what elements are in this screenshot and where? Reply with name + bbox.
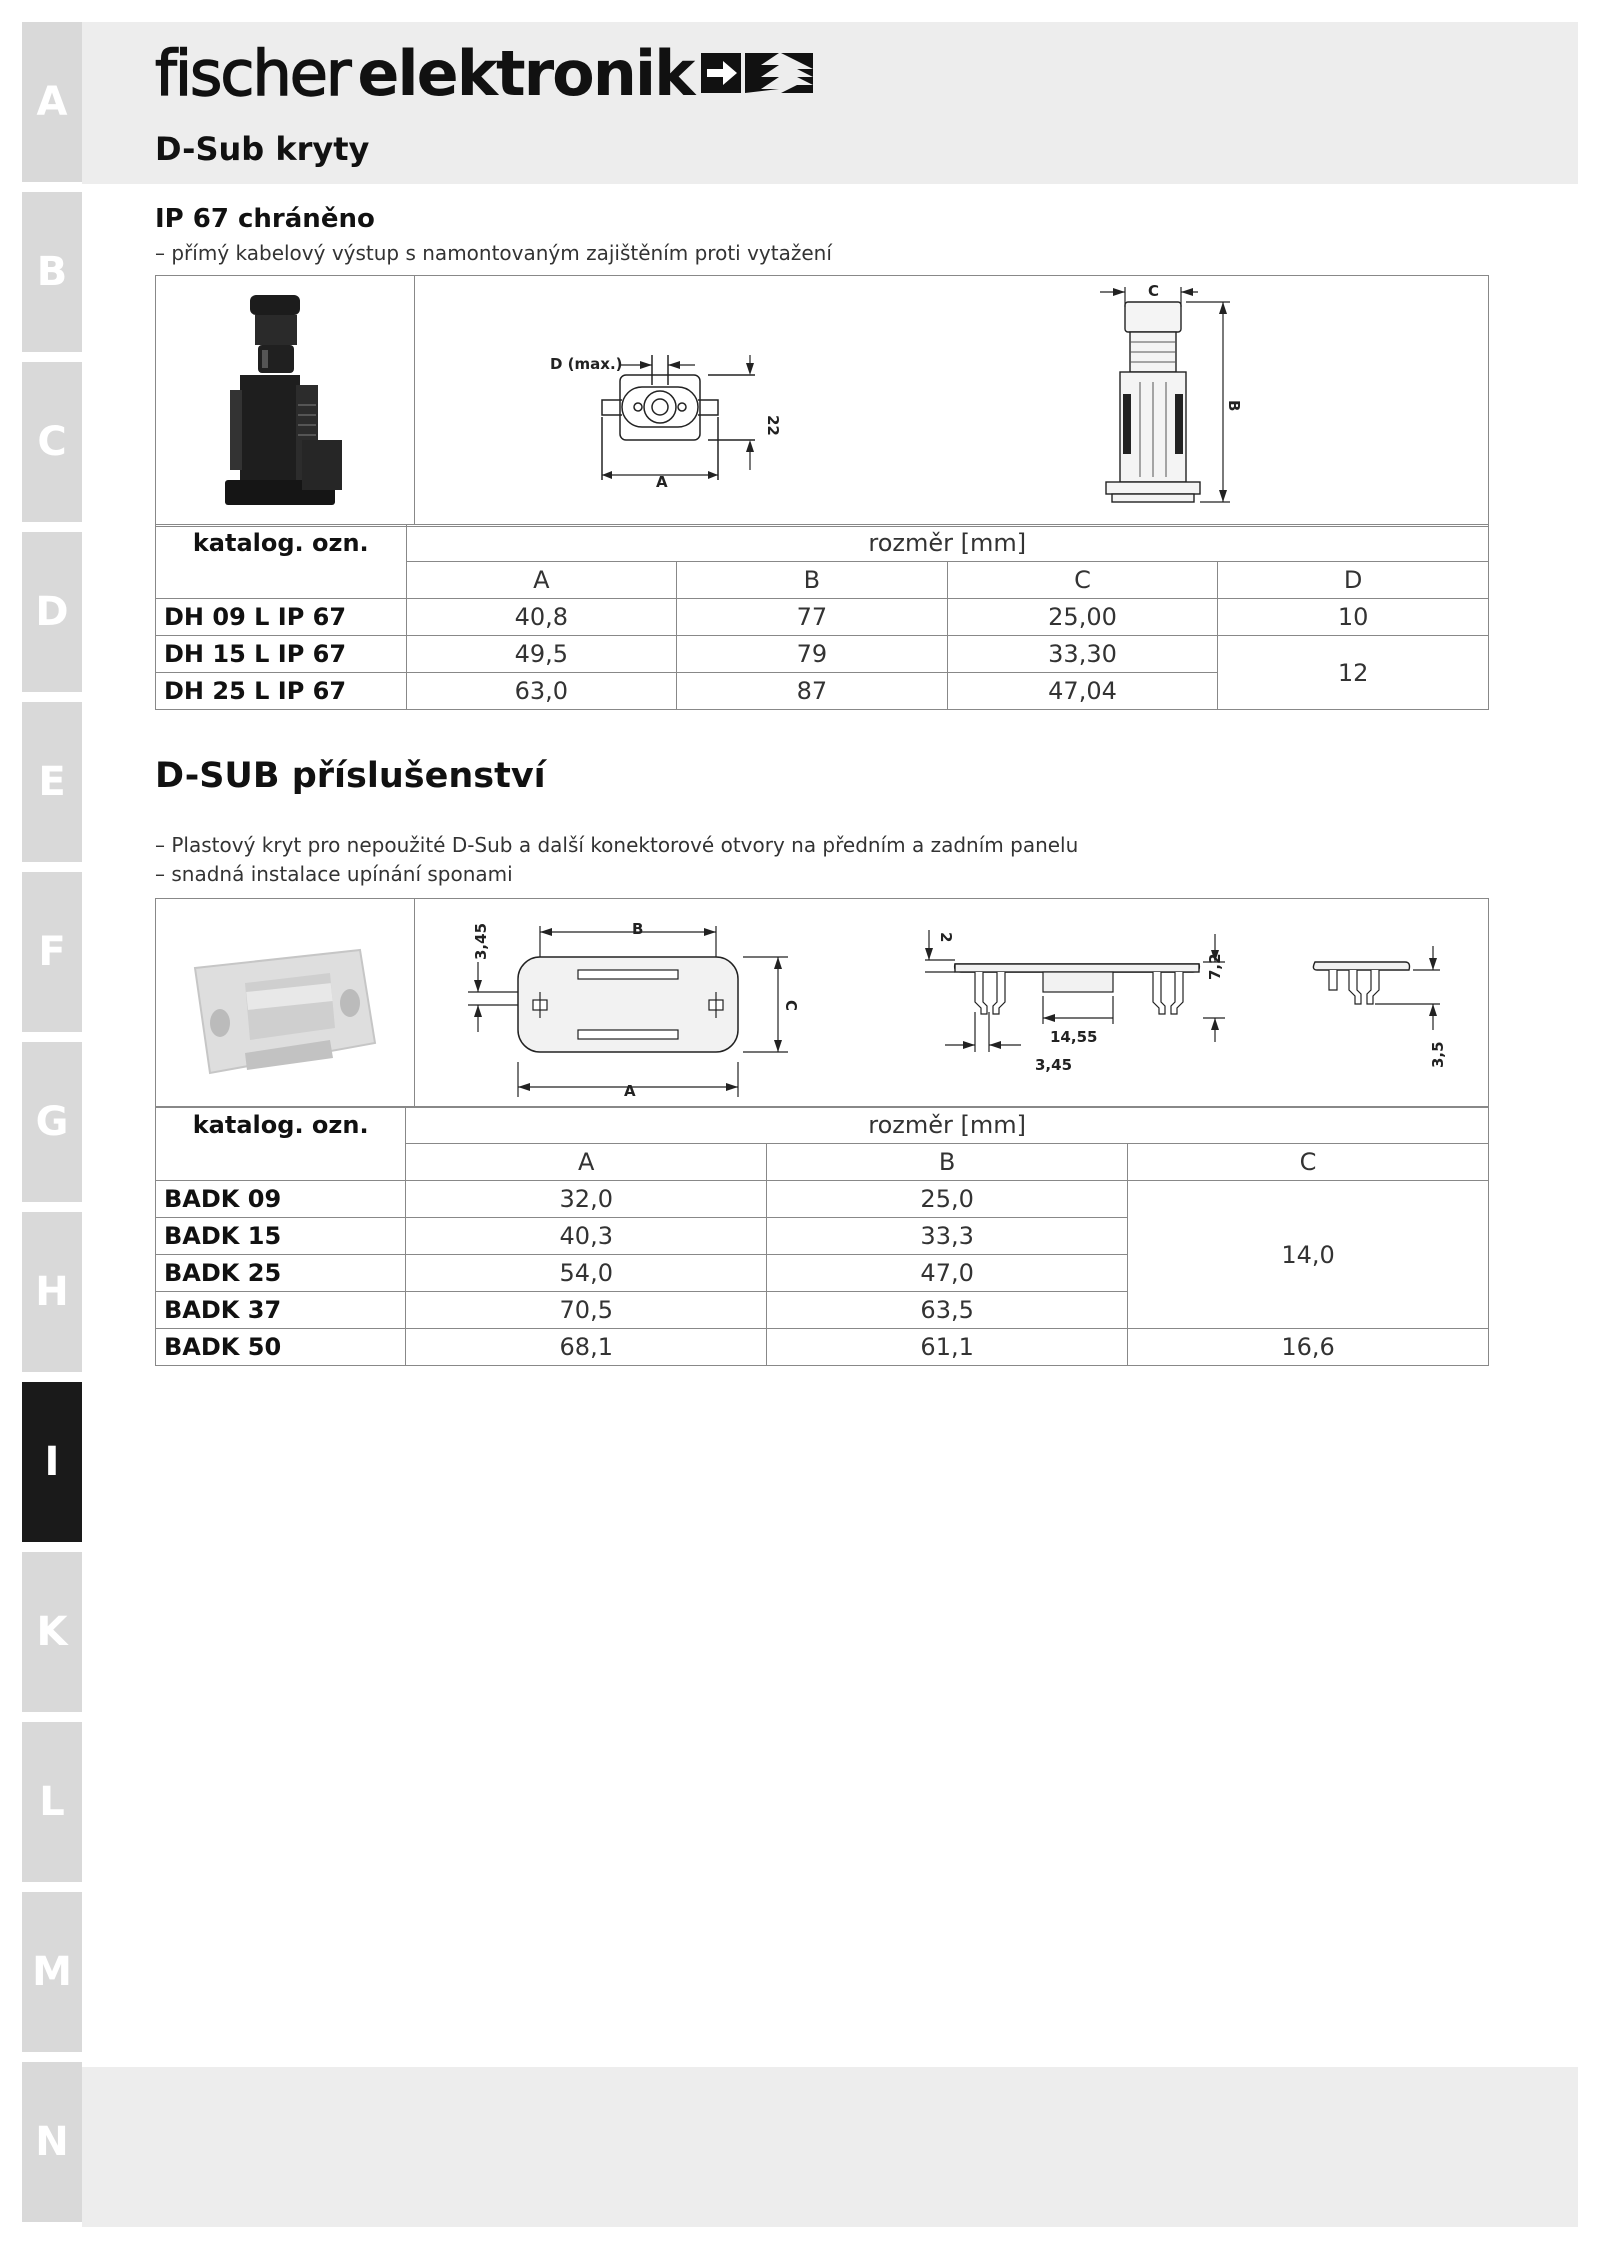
col-header-c: C	[947, 562, 1218, 599]
section-tab-m[interactable]: M	[22, 1892, 82, 2052]
section-tab-b[interactable]: B	[22, 192, 82, 352]
section2-bullet1: – Plastový kryt pro nepoužité D-Sub a další konektorové otvory na předním a zadním panelu	[155, 833, 1079, 857]
d-max-label: D (max.)	[550, 355, 623, 373]
dim-c-label: C	[782, 1000, 800, 1012]
section-tab-l[interactable]: L	[22, 1722, 82, 1882]
table-row	[156, 599, 1489, 636]
section-tab-h[interactable]: H	[22, 1212, 82, 1372]
section-tab-a[interactable]: A	[22, 22, 82, 182]
cell-d: 10	[1218, 599, 1489, 636]
cell-c: 33,30	[947, 636, 1218, 673]
table-row	[156, 1181, 1489, 1218]
row-name: BADK 50	[156, 1329, 406, 1366]
dsub-cover-photo	[185, 948, 385, 1078]
cell-c: 47,04	[947, 673, 1218, 710]
section-tab-e[interactable]: E	[22, 702, 82, 862]
dim-a-label: A	[656, 473, 668, 491]
cell-a: 40,8	[406, 599, 677, 636]
cell-c: 14,0	[1128, 1181, 1489, 1329]
cell-d: 12	[1218, 636, 1489, 710]
row-name: DH 25 L IP 67	[156, 673, 407, 710]
cell-a: 68,1	[406, 1329, 767, 1366]
section-tab-d[interactable]: D	[22, 532, 82, 692]
row-name: BADK 37	[156, 1292, 406, 1329]
dimension-group-header: rozměr [mm]	[406, 1107, 1489, 1144]
dim-c-label: C	[1148, 282, 1160, 300]
drawing-cover-side	[925, 912, 1225, 1092]
dim-a-label: A	[624, 1082, 636, 1100]
cell-b: 61,1	[767, 1329, 1128, 1366]
cell-b: 63,5	[767, 1292, 1128, 1329]
dim-2-label: 2	[937, 932, 955, 943]
row-name: BADK 09	[156, 1181, 406, 1218]
cell-b: 77	[677, 599, 948, 636]
section-tab-c[interactable]: C	[22, 362, 82, 522]
cell-a: 63,0	[406, 673, 677, 710]
dim-345-label: 3,45	[472, 922, 490, 960]
section1-table	[155, 524, 1489, 710]
row-name: BADK 15	[156, 1218, 406, 1255]
page-title: D-Sub kryty	[155, 130, 370, 168]
section-tab-g[interactable]: G	[22, 1042, 82, 1202]
cell-a: 40,3	[406, 1218, 767, 1255]
col-header-a: A	[406, 1144, 767, 1181]
cell-b: 87	[677, 673, 948, 710]
drawing-cover-small	[1305, 940, 1455, 1080]
catalog-header: katalog. ozn.	[156, 525, 407, 599]
footer-band	[82, 2067, 1578, 2227]
section2-title: D-SUB příslušenství	[155, 756, 546, 796]
brand-logo-part1: fischer	[155, 36, 350, 110]
cell-b: 33,3	[767, 1218, 1128, 1255]
dsub-hood-photo	[210, 290, 360, 515]
figure-divider	[414, 275, 415, 525]
drawing-front-view	[540, 345, 780, 495]
section-tab-f[interactable]: F	[22, 872, 82, 1032]
cell-b: 79	[677, 636, 948, 673]
dim-b-label: B	[1225, 400, 1243, 412]
section-tab-k[interactable]: K	[22, 1552, 82, 1712]
row-name: DH 09 L IP 67	[156, 599, 407, 636]
brand-arrow-icon	[701, 45, 813, 101]
section2-table	[155, 1106, 1489, 1366]
brand-logo	[155, 38, 813, 108]
brand-logo-part2: elektronik	[357, 36, 694, 110]
table-row	[156, 636, 1489, 673]
dim-1455-label: 14,55	[1050, 1028, 1098, 1046]
cell-a: 32,0	[406, 1181, 767, 1218]
row-name: BADK 25	[156, 1255, 406, 1292]
drawing-side-view	[1090, 282, 1243, 522]
cell-a: 49,5	[406, 636, 677, 673]
col-header-c: C	[1128, 1144, 1489, 1181]
dim-b-label: B	[632, 920, 644, 938]
section1-title: IP 67 chráněno	[155, 204, 375, 234]
dim-22-label: 22	[764, 415, 782, 436]
section2-bullet2: – snadná instalace upínání sponami	[155, 862, 513, 886]
section-tab-n[interactable]: N	[22, 2062, 82, 2222]
catalog-header: katalog. ozn.	[156, 1107, 406, 1181]
section-tab-i[interactable]: I	[22, 1382, 82, 1542]
dimension-group-header: rozměr [mm]	[406, 525, 1489, 562]
dim-35-label: 3,5	[1429, 1041, 1447, 1068]
dim-72-label: 7,2	[1206, 953, 1224, 980]
drawing-cover-top	[468, 912, 838, 1102]
cell-c: 25,00	[947, 599, 1218, 636]
cell-b: 25,0	[767, 1181, 1128, 1218]
col-header-a: A	[406, 562, 677, 599]
figure-divider	[414, 898, 415, 1106]
cell-c: 16,6	[1128, 1329, 1489, 1366]
col-header-b: B	[767, 1144, 1128, 1181]
cell-a: 54,0	[406, 1255, 767, 1292]
table-row	[156, 1329, 1489, 1366]
col-header-b: B	[677, 562, 948, 599]
section1-bullet: – přímý kabelový výstup s namontovaným zajištěním proti vytažení	[155, 241, 832, 265]
row-name: DH 15 L IP 67	[156, 636, 407, 673]
cell-a: 70,5	[406, 1292, 767, 1329]
dim-345b-label: 3,45	[1035, 1056, 1073, 1074]
col-header-d: D	[1218, 562, 1489, 599]
cell-b: 47,0	[767, 1255, 1128, 1292]
